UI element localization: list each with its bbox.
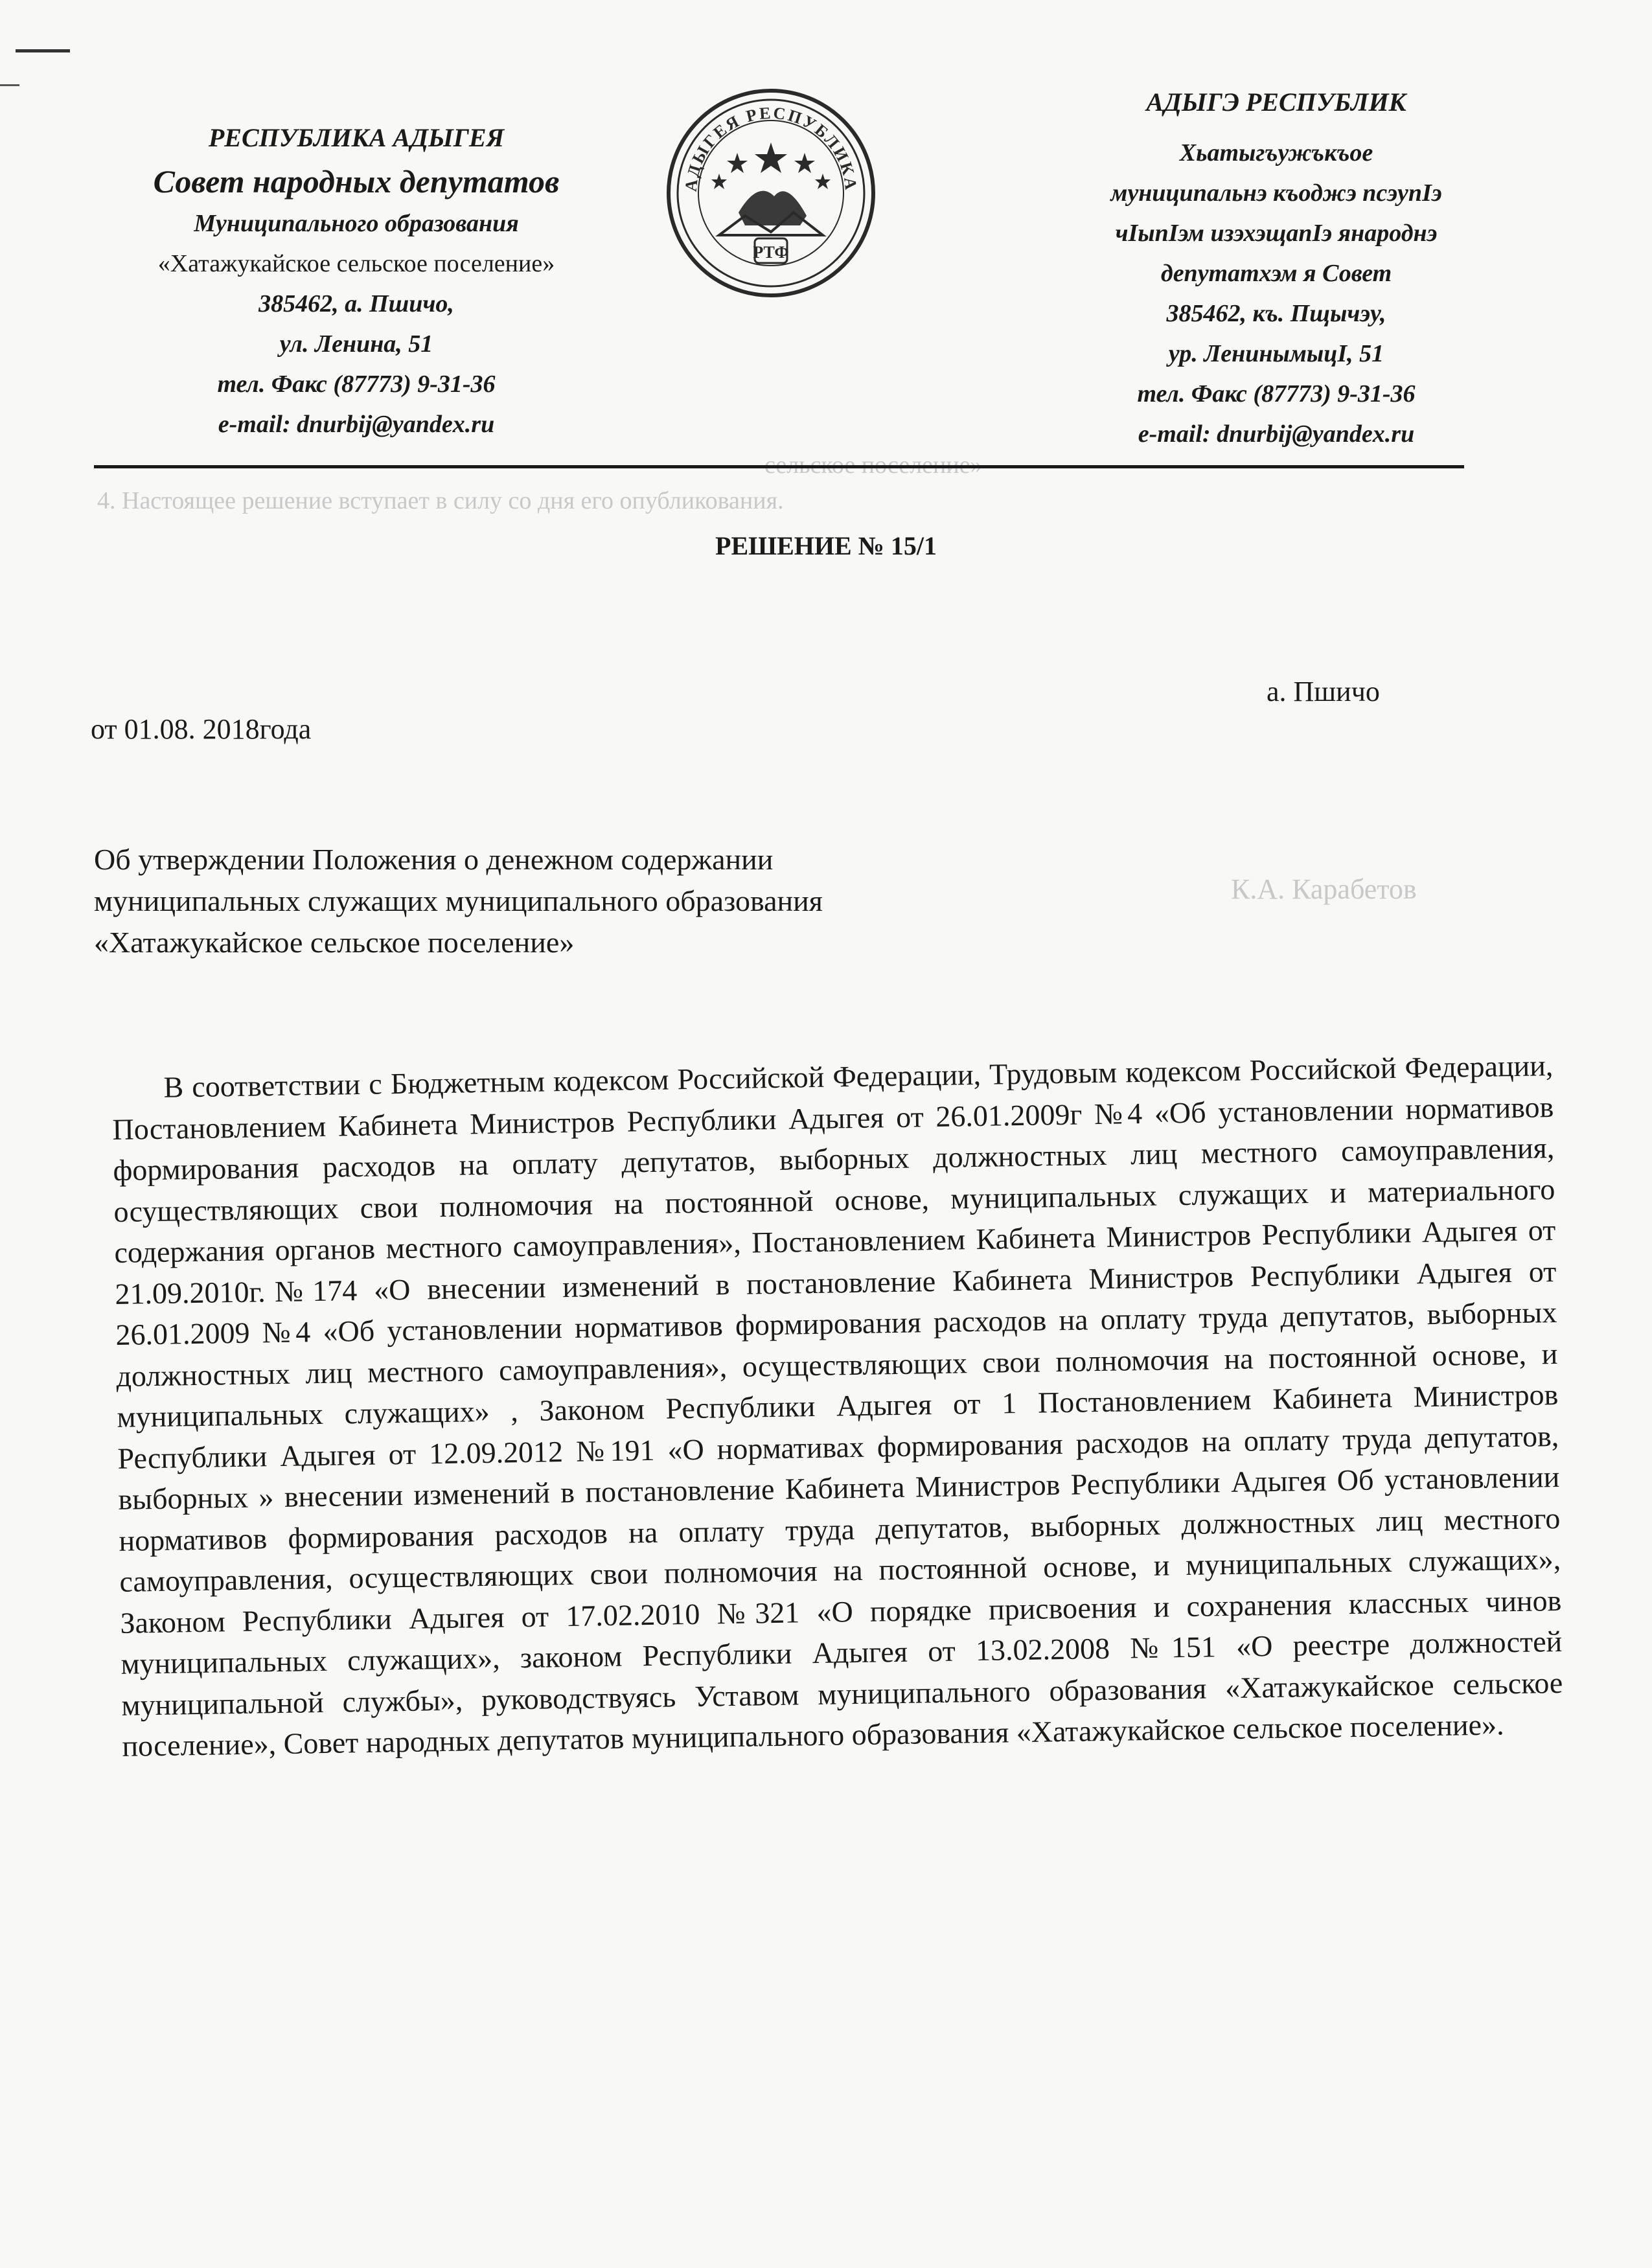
subject-line-1: Об утверждении Положения о денежном содержании	[94, 843, 774, 876]
header-left-russian	[84, 117, 628, 444]
scan-edge-mark	[16, 49, 70, 52]
address-postcode-ru: 385462, а. Пшичо,	[258, 290, 454, 317]
decision-title: РЕШЕНИЕ № 15/1	[715, 531, 937, 560]
emblem-top-text: АДЫГЕЯ РЕСПУБЛИКА	[681, 103, 861, 193]
phone-ru: тел. Факс (87773) 9-31-36	[217, 371, 496, 398]
show-through-line-1: сельское поселение»	[764, 452, 983, 479]
address-street-ady: ур. ЛенинымыцІ, 51	[1168, 340, 1384, 367]
scan-edge-mark-small	[0, 84, 19, 86]
address-postcode-ady: 385462, къ. Пщычэу,	[1166, 300, 1386, 327]
republic-name-ady: АДЫГЭ РЕСПУБЛИК	[1146, 87, 1406, 117]
council-line-1-ady: Хьатыгъужъкъое	[1179, 139, 1373, 166]
republic-name-ru: РЕСПУБЛИКА АДЫГЕЯ	[208, 123, 505, 152]
subject-line-3: «Хатажукайское сельское поселение»	[94, 926, 575, 959]
header-divider	[94, 465, 1464, 468]
header-right-adyghe	[1030, 81, 1522, 454]
republic-of-adygea-coat-of-arms-icon	[661, 83, 881, 303]
decision-place: а. Пшичо	[1267, 676, 1380, 707]
municipality-ru: Муниципального образования	[194, 210, 519, 237]
email-ady: e-mail: dnurbij@yandex.ru	[1138, 420, 1415, 448]
coat-of-arms-emblem	[661, 83, 881, 303]
show-through-signature: К.А. Карабетов	[1231, 873, 1417, 905]
council-line-2-ady: муниципальнэ къоджэ псэупІэ	[1110, 179, 1442, 207]
council-line-4-ady: депутатхэм я Совет	[1160, 260, 1392, 287]
preamble-paragraph: В соответствии с Бюджетным кодексом Российской Федерации, Трудовым кодексом Российской Федерации, Постановлением Кабинета Министров Республики Адыгея от 26.01.2009г №4 «Об установлении нормативов формирования расходов на оплату депутатов, выборных должностных лиц местного самоуправления, осуществляющих свои полномочия на постоянной основе, муниципальных служащих и материального содержания органов местного самоуправления», Постановлением Кабинета Министров Республики Адыгея от 21.09.2010г.№174 «О внесении изменений в постановление Кабинета Министров Республики Адыгея от 26.01.2009 №4 «Об установлении нормативов формирования расходов на оплату труда депутатов, выборных должностных лиц местного самоуправления», осуществляющих свои полномочия на постоянной основе, и муниципальных служащих» , Законом Республики Адыгея от 1 Постановлением Кабинета Министров Республики Адыгея от 12.09.2012 №191 «О нормативах формирования расходов на оплату труда депутатов, выборных » внесении изменений в постановление Кабинета Министров Республики Адыгея Об установлении нормативов формирования расходов на оплату труда депутатов, выборных должностных лиц местного самоуправления, осуществляющих свои полномочия на постоянной основе, и муниципальных служащих», Законом Республики Адыгея от 17.02.2010 №321 «О порядке присвоения и сохранения классных чинов муниципальных служащих», законом Республики Адыгея от 13.02.2008 №151 «О реестре должностей муниципальной службы», руководствуясь Уставом муниципального образования «Хатажукайское сельское поселение», Совет народных депутатов муниципального образования «Хатажукайское сельское поселение».	[112, 1049, 1563, 1763]
subject-line-2: муниципальных служащих муниципального образования	[94, 884, 823, 917]
council-line-3-ady: чІыпІэм изэхэщапІэ янароднэ	[1115, 220, 1438, 247]
email-ru: e-mail: dnurbij@yandex.ru	[218, 411, 495, 438]
decision-subject	[94, 839, 1066, 963]
settlement-name-ru: «Хатажукайское сельское поселение»	[157, 250, 555, 277]
council-name-ru: Совет народных депутатов	[153, 163, 560, 200]
address-street-ru: ул. Ленина, 51	[279, 330, 433, 358]
emblem-bottom-text: РТФ	[753, 243, 789, 262]
show-through-line-2: 4. Настоящее решение вступает в силу со дня его опубликования.	[97, 487, 784, 514]
decision-date: от 01.08. 2018года	[91, 713, 312, 745]
phone-ady: тел. Факс (87773) 9-31-36	[1137, 380, 1416, 407]
